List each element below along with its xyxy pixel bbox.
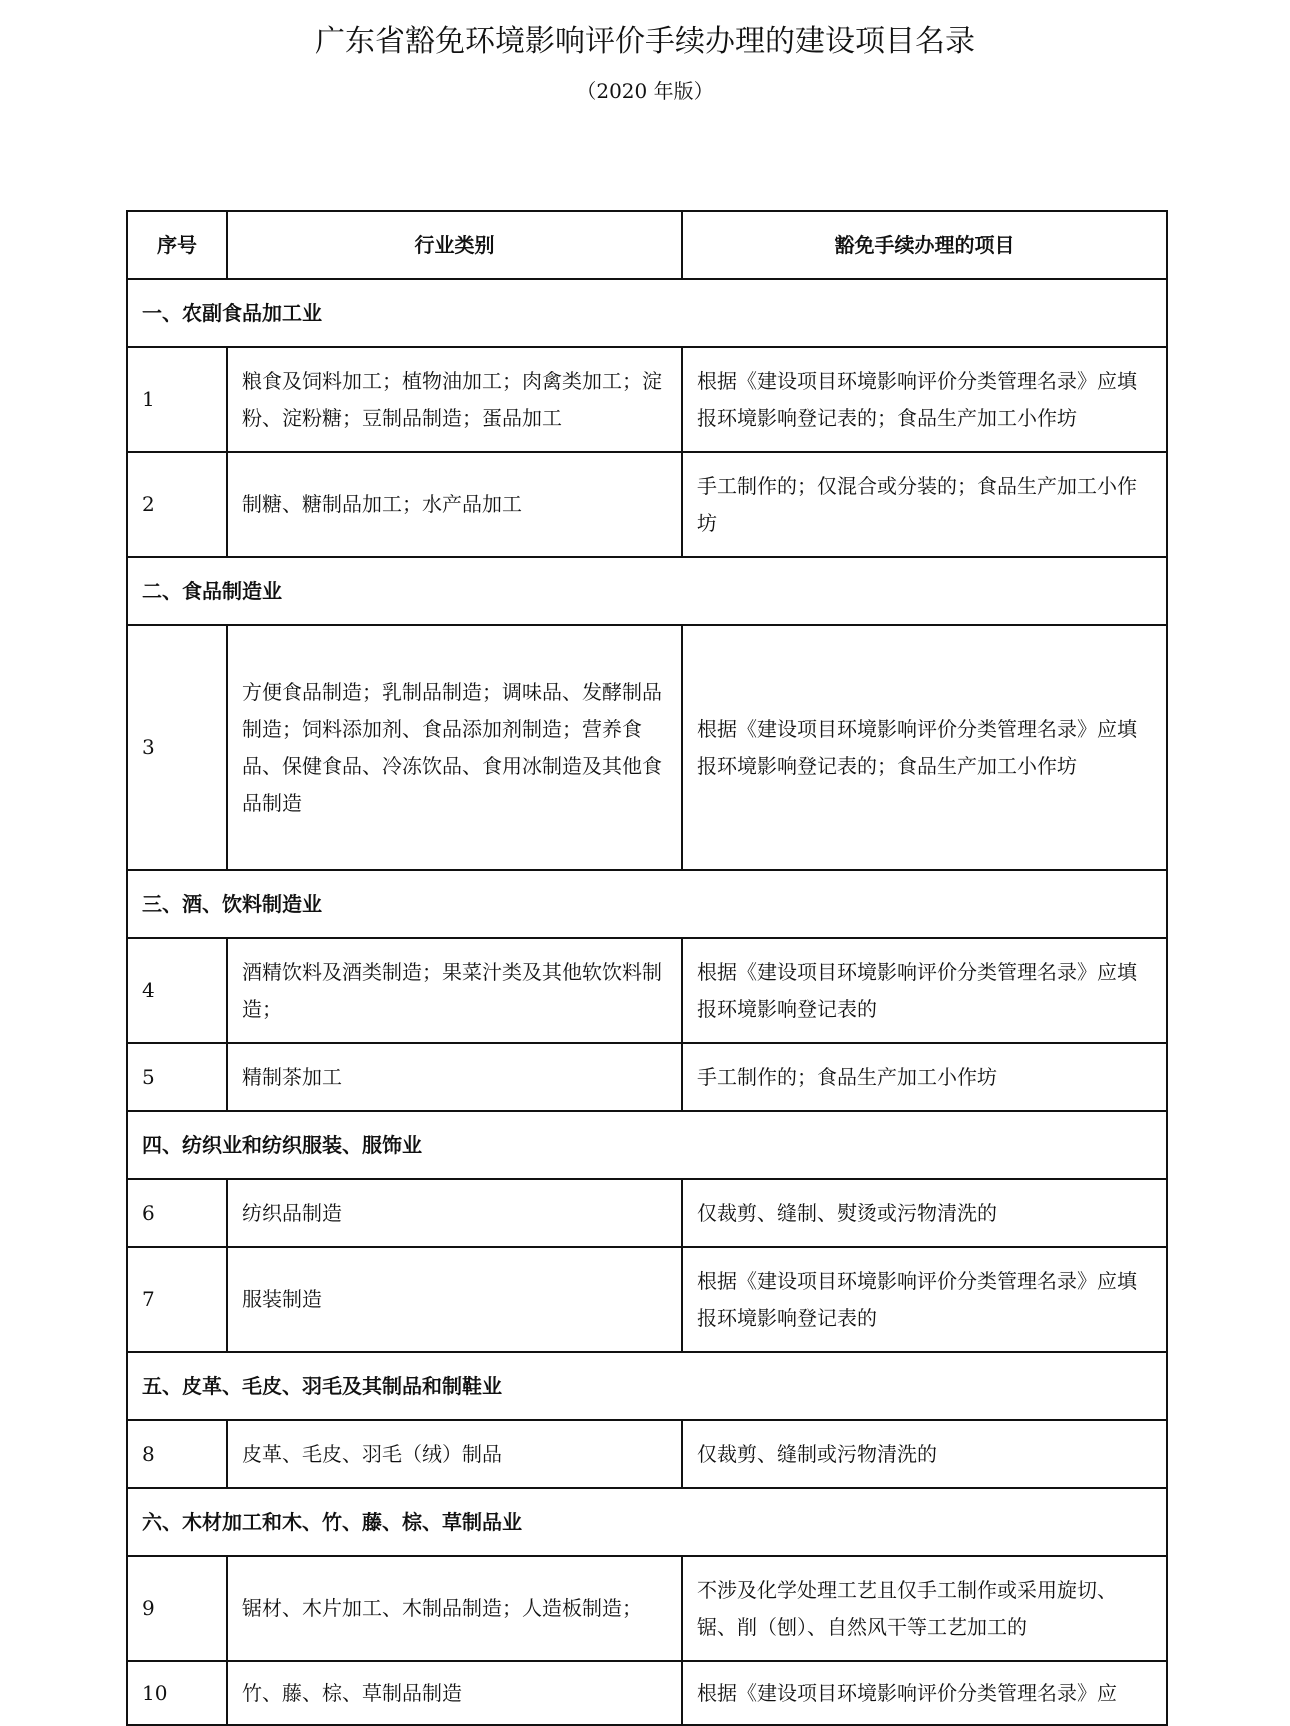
row-industry: 锯材、木片加工、木制品制造；人造板制造；	[227, 1556, 682, 1661]
category-label: 六、木材加工和木、竹、藤、棕、草制品业	[127, 1488, 1167, 1556]
category-row	[127, 1488, 1167, 1556]
category-label: 一、农副食品加工业	[127, 279, 1167, 347]
row-industry: 纺织品制造	[227, 1179, 682, 1247]
row-industry: 精制茶加工	[227, 1043, 682, 1111]
category-label: 五、皮革、毛皮、羽毛及其制品和制鞋业	[127, 1352, 1167, 1420]
row-industry: 粮食及饲料加工；植物油加工；肉禽类加工；淀粉、淀粉糖；豆制品制造；蛋品加工	[227, 347, 682, 452]
row-project: 仅裁剪、缝制、熨烫或污物清洗的	[682, 1179, 1167, 1247]
row-number: 8	[127, 1420, 227, 1488]
header-industry-category: 行业类别	[227, 211, 682, 279]
category-label: 二、食品制造业	[127, 557, 1167, 625]
row-industry: 酒精饮料及酒类制造；果菜汁类及其他软饮料制造；	[227, 938, 682, 1043]
row-number: 5	[127, 1043, 227, 1111]
category-row	[127, 557, 1167, 625]
row-industry: 竹、藤、棕、草制品制造	[227, 1661, 682, 1725]
row-project: 根据《建设项目环境影响评价分类管理名录》应填报环境影响登记表的；食品生产加工小作坊	[682, 347, 1167, 452]
table-row	[127, 347, 1167, 452]
catalog-table	[126, 210, 1168, 1726]
category-label: 四、纺织业和纺织服装、服饰业	[127, 1111, 1167, 1179]
table-row	[127, 1420, 1167, 1488]
row-industry: 制糖、糖制品加工；水产品加工	[227, 452, 682, 557]
category-label: 三、酒、饮料制造业	[127, 870, 1167, 938]
table-row	[127, 1661, 1167, 1725]
row-number: 3	[127, 625, 227, 870]
category-row	[127, 1111, 1167, 1179]
row-number: 4	[127, 938, 227, 1043]
row-project: 根据《建设项目环境影响评价分类管理名录》应填报环境影响登记表的	[682, 938, 1167, 1043]
row-number: 6	[127, 1179, 227, 1247]
row-project: 不涉及化学处理工艺且仅手工制作或采用旋切、锯、削（刨）、自然风干等工艺加工的	[682, 1556, 1167, 1661]
table-row	[127, 1179, 1167, 1247]
document-title: 广东省豁免环境影响评价手续办理的建设项目名录	[315, 24, 975, 59]
header-serial-number: 序号	[127, 211, 227, 279]
table-row	[127, 452, 1167, 557]
row-industry: 方便食品制造；乳制品制造；调味品、发酵制品制造；饲料添加剂、食品添加剂制造；营养食品、保健食品、冷冻饮品、食用冰制造及其他食品制造	[227, 625, 682, 870]
row-number: 2	[127, 452, 227, 557]
row-project: 根据《建设项目环境影响评价分类管理名录》应	[682, 1661, 1167, 1725]
row-project: 根据《建设项目环境影响评价分类管理名录》应填报环境影响登记表的	[682, 1247, 1167, 1352]
table-row	[127, 1043, 1167, 1111]
row-number: 1	[127, 347, 227, 452]
row-number: 10	[127, 1661, 227, 1725]
table-row	[127, 1247, 1167, 1352]
row-project: 根据《建设项目环境影响评价分类管理名录》应填报环境影响登记表的；食品生产加工小作坊	[682, 625, 1167, 870]
row-industry: 服装制造	[227, 1247, 682, 1352]
row-project: 手工制作的；食品生产加工小作坊	[682, 1043, 1167, 1111]
document-subtitle: （2020 年版）	[576, 79, 714, 103]
table-row	[127, 938, 1167, 1043]
table-header-row	[127, 211, 1167, 279]
category-row	[127, 279, 1167, 347]
category-row	[127, 1352, 1167, 1420]
table-row	[127, 1556, 1167, 1661]
row-number: 9	[127, 1556, 227, 1661]
table-row	[127, 625, 1167, 870]
row-industry: 皮革、毛皮、羽毛（绒）制品	[227, 1420, 682, 1488]
row-project: 仅裁剪、缝制或污物清洗的	[682, 1420, 1167, 1488]
category-row	[127, 870, 1167, 938]
header-exempt-projects: 豁免手续办理的项目	[682, 211, 1167, 279]
row-project: 手工制作的；仅混合或分装的；食品生产加工小作坊	[682, 452, 1167, 557]
row-number: 7	[127, 1247, 227, 1352]
